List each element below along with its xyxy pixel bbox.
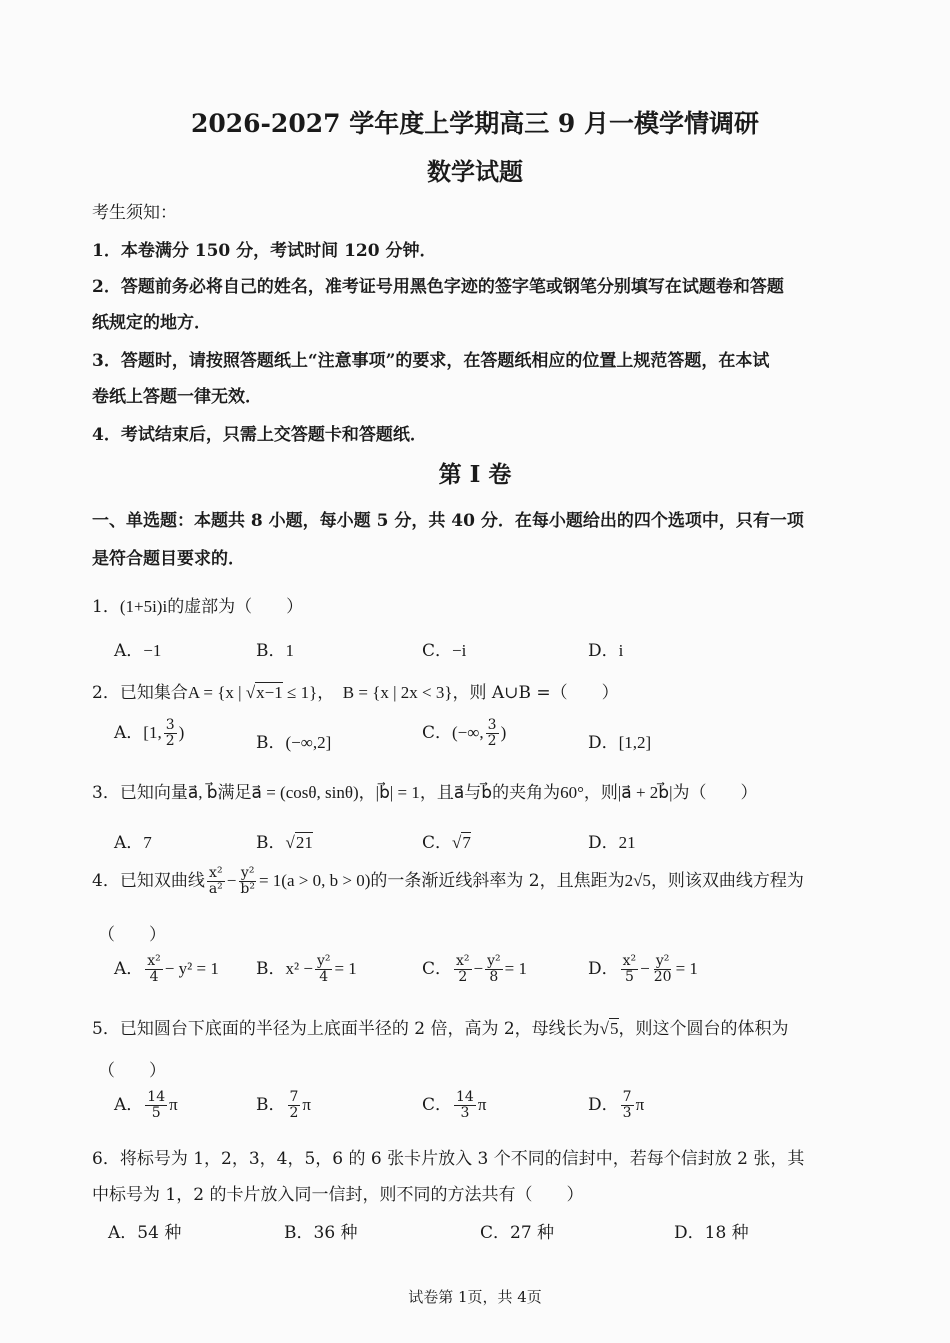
- question-number: 2．: [92, 683, 120, 703]
- option-a: A．7: [114, 833, 152, 853]
- option-a: A．−1: [114, 641, 162, 661]
- question-6-line2: 中标号为 1，2 的卡片放入同一信封，则不同的方法共有（ ）: [92, 1185, 584, 1205]
- question-number: 5．: [92, 1019, 120, 1039]
- question-3: 3．已知向量a⃗, b⃗满足a⃗ = (cosθ, sinθ)，|b⃗| = 1，且a⃗与b⃗的夹角为60°，则|a⃗ + 2b⃗|为（ ）: [92, 783, 758, 803]
- option-d: D．i: [588, 641, 624, 661]
- option-a: A．54 种: [108, 1223, 182, 1243]
- option-d: D．[1,2]: [588, 733, 652, 753]
- notice-item: 纸规定的地方．: [92, 313, 211, 333]
- option-c: C．−i: [422, 641, 467, 661]
- question-number: 4．: [92, 871, 120, 891]
- question-math: (1+5i)i: [119, 597, 168, 616]
- option-d: D．21: [588, 833, 636, 853]
- question-2: 2．已知集合A = {x | √x−1 ≤ 1}， B = {x | 2x < 3}，则 A∪B =（ ）: [92, 683, 619, 703]
- option-c: C．27 种: [480, 1223, 555, 1243]
- notice-item: 卷纸上答题一律无效．: [92, 387, 262, 407]
- option-b: B．1: [256, 641, 294, 661]
- option-c: C． $\frac{14}{3}$ π: [422, 1089, 487, 1121]
- option-a: A．[1, $\frac{3}{2}$ ): [114, 717, 185, 749]
- option-b: B． $\frac{7}{2}$ π: [256, 1089, 312, 1121]
- question-1: [92, 592, 303, 617]
- question-number: 6．: [92, 1149, 120, 1169]
- option-b: B．√21: [256, 833, 313, 853]
- question-5-paren: （ ）: [98, 1061, 166, 1081]
- question-number: 3．: [92, 783, 120, 803]
- notice-item: 2．答题前务必将自己的姓名，准考证号用黑色字迹的签字笔或钢笔分别填写在试题卷和答题: [92, 277, 784, 297]
- notice-item: 3．答题时，请按照答题纸上“注意事项”的要求，在答题纸相应的位置上规范答题，在本试: [92, 351, 770, 371]
- option-b: B．36 种: [284, 1223, 358, 1243]
- notice-item: 4．考试结束后，只需上交答题卡和答题纸．: [92, 425, 427, 445]
- option-c: C． $\frac{\text{x²}}{2}$ − $\frac{\text{y²}}{8}$ = 1: [422, 953, 527, 985]
- option-a: A． $\frac{14}{5}$ π: [114, 1089, 178, 1121]
- question-6: 6．将标号为 1，2，3，4，5，6 的 6 张卡片放入 3 个不同的信封中，若每个信封放 2 张，其: [92, 1149, 805, 1169]
- option-c: C．√7: [422, 833, 471, 853]
- option-a: A． $\frac{\text{x²}}{4}$ − y² = 1: [114, 953, 219, 985]
- question-4-paren: （ ）: [98, 925, 166, 945]
- section-instruction: 一、单选题：本题共 8 小题，每小题 5 分，共 40 分．在每小题给出的四个选项中，只有一项: [92, 511, 804, 531]
- notice-item: 1．本卷满分 150 分，考试时间 120 分钟．: [92, 241, 437, 261]
- exam-subtitle: 数学试题: [427, 157, 523, 186]
- option-b: B．x² − $\frac{\text{y²}}{4}$ = 1: [256, 953, 357, 985]
- page-footer: 试卷第 1页，共 4页: [408, 1288, 542, 1306]
- option-c: C．(−∞, $\frac{3}{2}$ ): [422, 717, 507, 749]
- section-title: 第 I 卷: [438, 461, 512, 488]
- section-instruction: 是符合题目要求的．: [92, 549, 245, 569]
- question-4: 4．已知双曲线 $\frac{\text{x²}}{\text{a²}}$ − $\frac{\text{y²}}{\text{b²}}$ = 1(a > 0, b > 0)的一条渐近线斜率为 2，且焦距为2√5，则该双曲线方程为: [92, 865, 804, 897]
- option-d: D．18 种: [674, 1223, 749, 1243]
- option-d: D． $\frac{7}{3}$ π: [588, 1089, 645, 1121]
- option-b: B．(−∞,2]: [256, 733, 332, 753]
- question-number: 1．: [92, 597, 120, 617]
- notice-heading: 考生须知：: [92, 203, 177, 223]
- option-d: D． $\frac{\text{x²}}{5}$ − $\frac{\text{y²}}{20}$ = 1: [588, 953, 698, 985]
- exam-title: 2026-2027 学年度上学期高三 9 月一模学情调研: [190, 109, 760, 138]
- question-5: 5．已知圆台下底面的半径为上底面半径的 2 倍，高为 2，母线长为√5，则这个圆台的体积为: [92, 1019, 789, 1039]
- question-stem: 的虚部为（ ）: [167, 597, 304, 617]
